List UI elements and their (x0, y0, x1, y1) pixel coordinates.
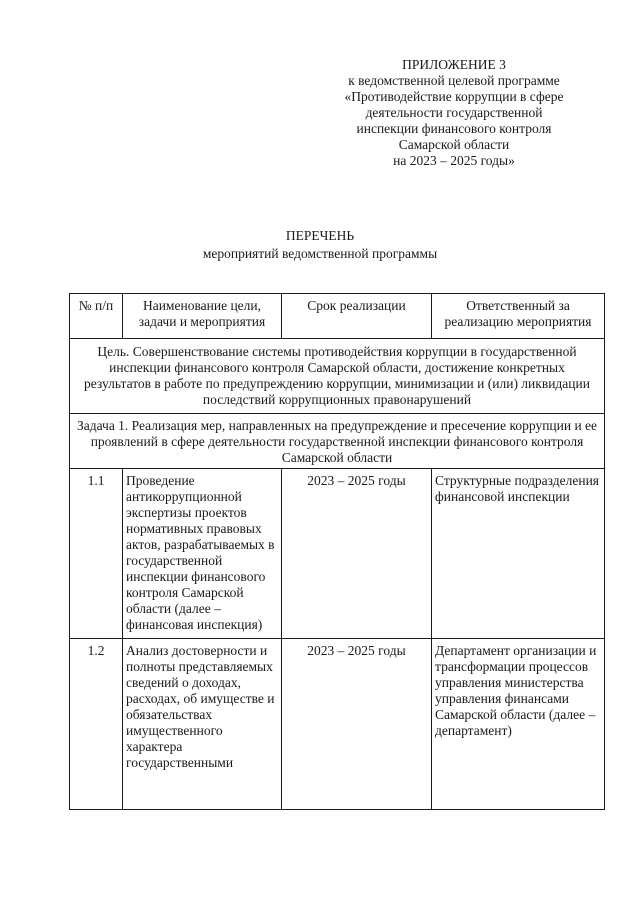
task-text: Задача 1. Реализация мер, направленных на предупреждение и пресечение коррупции и ее проявлений в сфере деятельности государственной инспекции финансового контроля Самарской области (70, 414, 605, 469)
goal-row (70, 339, 605, 414)
appendix-header (330, 57, 578, 169)
header-num: № п/п (70, 294, 123, 339)
goal-text: Цель. Совершенствование системы противодействия коррупции в государственной инспекции финансового контроля Самарской области, достижение конкретных результатов в работе по предупреждению коррупции, минимизации и (или) ликвидации последствий коррупционных правонарушений (70, 339, 605, 414)
row-num: 1.2 (70, 639, 123, 810)
row-name: Анализ достоверности и полноты представляемых сведений о доходах, расходах, об имуществе и обязательствах имущественного характера государственными (123, 639, 282, 810)
header-term: Срок реализации (282, 294, 432, 339)
document-title (0, 228, 640, 262)
table-row (70, 639, 605, 810)
appendix-line: инспекции финансового контроля (356, 121, 552, 136)
row-num: 1.1 (70, 469, 123, 639)
appendix-line: Самарской области (398, 137, 510, 152)
measures-table (69, 293, 605, 810)
row-term: 2023 – 2025 годы (282, 639, 432, 810)
row-responsible: Структурные подразделения финансовой инспекции (432, 469, 605, 639)
appendix-title: ПРИЛОЖЕНИЕ 3 (402, 57, 506, 72)
table-header-row (70, 294, 605, 339)
appendix-line: «Противодействие коррупции в сфере (344, 89, 564, 104)
task-row (70, 414, 605, 469)
row-name: Проведение антикоррупционной экспертизы проектов нормативных правовых актов, разрабатываемых в государственной инспекции финансового контроля Самарской области (далее – финансовая инспекция) (123, 469, 282, 639)
appendix-line: на 2023 – 2025 годы» (393, 153, 515, 168)
table-row (70, 469, 605, 639)
title-main: ПЕРЕЧЕНЬ (285, 228, 355, 243)
title-subtitle: мероприятий ведомственной программы (202, 246, 438, 261)
appendix-line: деятельности государственной (365, 105, 543, 120)
row-term: 2023 – 2025 годы (282, 469, 432, 639)
header-name: Наименование цели, задачи и мероприятия (123, 294, 282, 339)
row-responsible: Департамент организации и трансформации процессов управления министерства управления финансами Самарской области (далее – департамент) (432, 639, 605, 810)
header-responsible: Ответственный за реализацию мероприятия (432, 294, 605, 339)
appendix-line: к ведомственной целевой программе (348, 73, 560, 88)
